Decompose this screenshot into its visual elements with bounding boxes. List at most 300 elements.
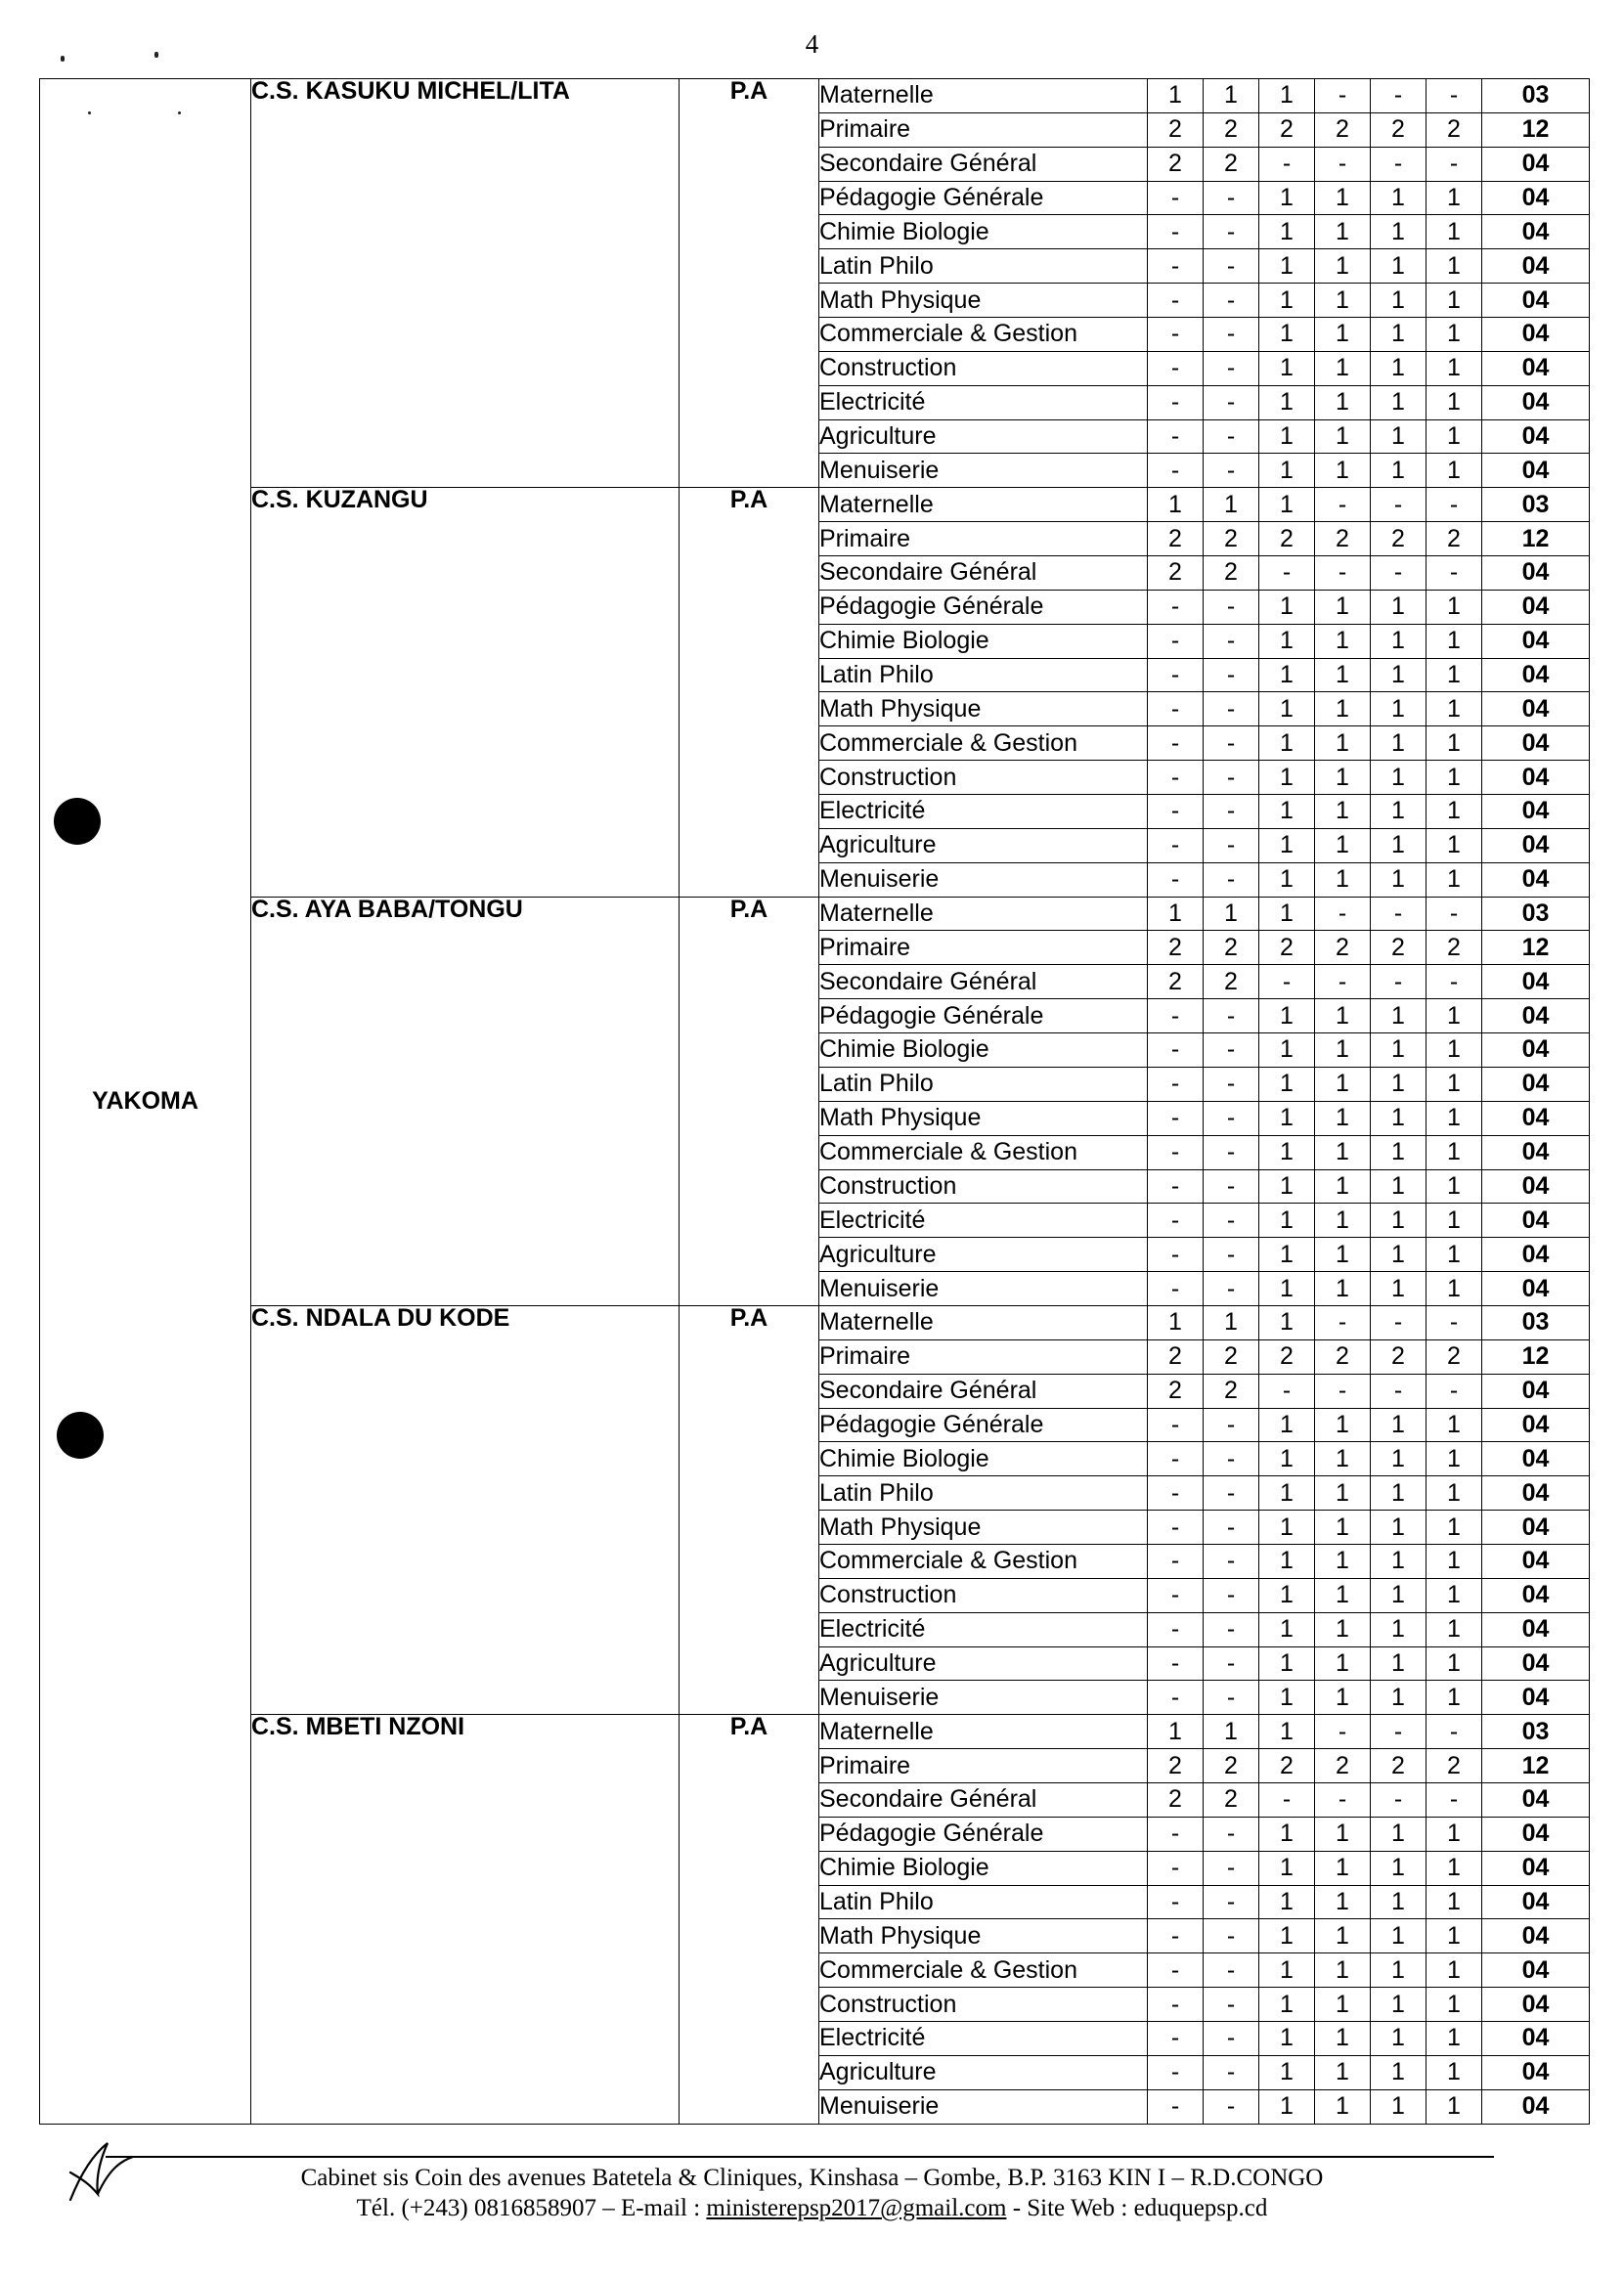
class-count-cell: 1 xyxy=(1426,1101,1482,1135)
class-count-cell: 2 xyxy=(1426,931,1482,965)
row-total: 04 xyxy=(1482,1953,1590,1988)
option-label: Latin Philo xyxy=(819,1885,1148,1919)
class-count-cell: 2 xyxy=(1204,522,1259,556)
option-label: Pédagogie Générale xyxy=(819,181,1148,215)
class-count-cell: - xyxy=(1148,351,1204,385)
option-label: Construction xyxy=(819,1988,1148,2022)
class-count-cell: 1 xyxy=(1259,1476,1315,1511)
class-count-cell: - xyxy=(1204,1919,1259,1953)
class-count-cell: - xyxy=(1426,79,1482,113)
class-count-cell: 2 xyxy=(1371,522,1426,556)
class-count-cell: 2 xyxy=(1371,931,1426,965)
row-total: 04 xyxy=(1482,658,1590,692)
row-total: 04 xyxy=(1482,1885,1590,1919)
class-count-cell: 1 xyxy=(1426,624,1482,658)
footer-email-link[interactable]: ministerepsp2017@gmail.com xyxy=(706,2195,1007,2221)
class-count-cell: 1 xyxy=(1315,1578,1371,1612)
class-count-cell: 1 xyxy=(1259,1715,1315,1749)
class-count-cell: - xyxy=(1315,79,1371,113)
class-count-cell: - xyxy=(1315,1374,1371,1408)
class-count-cell: 1 xyxy=(1426,385,1482,419)
class-count-cell: 1 xyxy=(1315,1646,1371,1681)
class-count-cell: 1 xyxy=(1371,351,1426,385)
class-count-cell: - xyxy=(1204,1511,1259,1545)
class-count-cell: - xyxy=(1371,79,1426,113)
class-count-cell: 1 xyxy=(1315,1442,1371,1476)
class-count-cell: 1 xyxy=(1426,1885,1482,1919)
page-number: 4 xyxy=(805,29,819,59)
class-count-cell: 2 xyxy=(1315,522,1371,556)
table-row xyxy=(40,1715,1590,1749)
table-body xyxy=(40,79,1590,2125)
option-label: Chimie Biologie xyxy=(819,1442,1148,1476)
class-count-cell: - xyxy=(1315,488,1371,522)
class-count-cell: - xyxy=(1204,1817,1259,1851)
row-total: 04 xyxy=(1482,556,1590,591)
class-count-cell: 1 xyxy=(1259,1033,1315,1068)
class-count-cell: 2 xyxy=(1148,1749,1204,1783)
option-label: Construction xyxy=(819,351,1148,385)
class-count-cell: 1 xyxy=(1371,284,1426,318)
row-total: 04 xyxy=(1482,590,1590,624)
row-total: 04 xyxy=(1482,249,1590,284)
class-count-cell: - xyxy=(1204,726,1259,761)
class-count-cell: 1 xyxy=(1315,181,1371,215)
class-count-cell: 2 xyxy=(1148,556,1204,591)
row-total: 04 xyxy=(1482,1204,1590,1238)
class-count-cell: - xyxy=(1148,385,1204,419)
row-total: 04 xyxy=(1482,828,1590,862)
class-count-cell: 2 xyxy=(1315,112,1371,147)
option-label: Electricité xyxy=(819,2021,1148,2055)
option-label: Chimie Biologie xyxy=(819,624,1148,658)
class-count-cell: 2 xyxy=(1204,556,1259,591)
class-count-cell: - xyxy=(1148,284,1204,318)
class-count-cell: 1 xyxy=(1315,249,1371,284)
class-count-cell: - xyxy=(1148,692,1204,726)
row-total: 12 xyxy=(1482,1339,1590,1374)
class-count-cell: 1 xyxy=(1315,385,1371,419)
option-label: Chimie Biologie xyxy=(819,1851,1148,1885)
class-count-cell: 1 xyxy=(1259,215,1315,249)
class-count-cell: 1 xyxy=(1371,1033,1426,1068)
class-count-cell: 1 xyxy=(1371,1204,1426,1238)
class-count-cell: - xyxy=(1148,1272,1204,1306)
school-type: P.A xyxy=(680,79,819,488)
class-count-cell: - xyxy=(1148,1511,1204,1545)
class-count-cell: - xyxy=(1204,1851,1259,1885)
class-count-cell: 1 xyxy=(1371,1612,1426,1646)
class-count-cell: 2 xyxy=(1148,522,1204,556)
option-label: Construction xyxy=(819,1578,1148,1612)
class-count-cell: 1 xyxy=(1371,1238,1426,1272)
class-count-cell: - xyxy=(1148,1033,1204,1068)
class-count-cell: - xyxy=(1259,1374,1315,1408)
option-label: Agriculture xyxy=(819,419,1148,454)
row-total: 04 xyxy=(1482,1511,1590,1545)
class-count-cell: - xyxy=(1204,1101,1259,1135)
class-count-cell: 2 xyxy=(1204,1749,1259,1783)
class-count-cell: 1 xyxy=(1426,999,1482,1033)
class-count-cell: - xyxy=(1204,795,1259,829)
option-label: Pédagogie Générale xyxy=(819,590,1148,624)
class-count-cell: 1 xyxy=(1426,2089,1482,2124)
class-count-cell: - xyxy=(1148,1578,1204,1612)
class-count-cell: 1 xyxy=(1315,862,1371,897)
class-count-cell: 1 xyxy=(1426,828,1482,862)
option-label: Maternelle xyxy=(819,79,1148,113)
class-count-cell: - xyxy=(1371,1305,1426,1339)
class-count-cell: 1 xyxy=(1259,828,1315,862)
option-label: Math Physique xyxy=(819,692,1148,726)
footer-site: eduquepsp.cd xyxy=(1133,2195,1268,2221)
class-count-cell: - xyxy=(1148,795,1204,829)
class-count-cell: - xyxy=(1204,1442,1259,1476)
class-count-cell: 1 xyxy=(1259,692,1315,726)
class-count-cell: 1 xyxy=(1259,1919,1315,1953)
class-count-cell: 1 xyxy=(1259,761,1315,795)
row-total: 04 xyxy=(1482,351,1590,385)
row-total: 04 xyxy=(1482,1135,1590,1169)
class-count-cell: 1 xyxy=(1315,351,1371,385)
class-count-cell: 1 xyxy=(1315,828,1371,862)
class-count-cell: - xyxy=(1315,1782,1371,1817)
class-count-cell: 1 xyxy=(1259,1169,1315,1204)
class-count-cell: - xyxy=(1371,965,1426,999)
option-label: Math Physique xyxy=(819,1101,1148,1135)
row-total: 03 xyxy=(1482,1715,1590,1749)
class-count-cell: 1 xyxy=(1426,1033,1482,1068)
row-total: 12 xyxy=(1482,522,1590,556)
option-label: Latin Philo xyxy=(819,1067,1148,1101)
class-count-cell: 1 xyxy=(1315,1169,1371,1204)
class-count-cell: 1 xyxy=(1315,1817,1371,1851)
class-count-cell: 1 xyxy=(1371,1646,1426,1681)
class-count-cell: - xyxy=(1204,2055,1259,2089)
class-count-cell: - xyxy=(1148,215,1204,249)
class-count-cell: 1 xyxy=(1315,1272,1371,1306)
class-count-cell: 1 xyxy=(1315,1612,1371,1646)
option-label: Primaire xyxy=(819,1339,1148,1374)
class-count-cell: 2 xyxy=(1148,112,1204,147)
class-count-cell: - xyxy=(1371,897,1426,931)
class-count-cell: 1 xyxy=(1315,284,1371,318)
option-label: Electricité xyxy=(819,385,1148,419)
class-count-cell: 1 xyxy=(1148,79,1204,113)
row-total: 12 xyxy=(1482,112,1590,147)
option-label: Commerciale & Gestion xyxy=(819,1135,1148,1169)
class-count-cell: 1 xyxy=(1371,1101,1426,1135)
zone-name: YAKOMA xyxy=(40,79,251,2125)
schools-table xyxy=(39,78,1590,2125)
class-count-cell: 1 xyxy=(1371,181,1426,215)
class-count-cell: 1 xyxy=(1426,2055,1482,2089)
school-name: C.S. KUZANGU xyxy=(251,488,680,897)
class-count-cell: 1 xyxy=(1259,1511,1315,1545)
row-total: 04 xyxy=(1482,726,1590,761)
class-count-cell: 2 xyxy=(1371,1749,1426,1783)
class-count-cell: 2 xyxy=(1148,1374,1204,1408)
row-total: 12 xyxy=(1482,1749,1590,1783)
class-count-cell: 2 xyxy=(1148,1339,1204,1374)
class-count-cell: - xyxy=(1204,2021,1259,2055)
class-count-cell: - xyxy=(1315,147,1371,181)
school-type: P.A xyxy=(680,1715,819,2125)
class-count-cell: - xyxy=(1426,897,1482,931)
class-count-cell: 1 xyxy=(1426,284,1482,318)
class-count-cell: 1 xyxy=(1259,249,1315,284)
class-count-cell: 1 xyxy=(1371,215,1426,249)
class-count-cell: - xyxy=(1204,1408,1259,1442)
class-count-cell: 1 xyxy=(1371,1953,1426,1988)
class-count-cell: 1 xyxy=(1259,318,1315,352)
class-count-cell: 1 xyxy=(1259,862,1315,897)
class-count-cell: - xyxy=(1371,556,1426,591)
row-total: 04 xyxy=(1482,318,1590,352)
class-count-cell: 1 xyxy=(1371,1442,1426,1476)
class-count-cell: - xyxy=(1204,181,1259,215)
class-count-cell: 1 xyxy=(1371,249,1426,284)
option-label: Menuiserie xyxy=(819,1272,1148,1306)
class-count-cell: - xyxy=(1315,556,1371,591)
row-total: 04 xyxy=(1482,795,1590,829)
option-label: Latin Philo xyxy=(819,249,1148,284)
class-count-cell: 1 xyxy=(1315,454,1371,488)
row-total: 04 xyxy=(1482,1988,1590,2022)
option-label: Commerciale & Gestion xyxy=(819,726,1148,761)
class-count-cell: - xyxy=(1148,2089,1204,2124)
class-count-cell: - xyxy=(1204,590,1259,624)
class-count-cell: 1 xyxy=(1259,1101,1315,1135)
class-count-cell: - xyxy=(1204,419,1259,454)
option-label: Math Physique xyxy=(819,284,1148,318)
school-name: C.S. NDALA DU KODE xyxy=(251,1305,680,1714)
class-count-cell: - xyxy=(1148,1851,1204,1885)
class-count-cell: - xyxy=(1148,1476,1204,1511)
class-count-cell: 1 xyxy=(1371,999,1426,1033)
class-count-cell: 1 xyxy=(1371,1272,1426,1306)
option-label: Math Physique xyxy=(819,1919,1148,1953)
row-total: 04 xyxy=(1482,1578,1590,1612)
class-count-cell: 1 xyxy=(1315,215,1371,249)
row-total: 04 xyxy=(1482,385,1590,419)
class-count-cell: 1 xyxy=(1259,1238,1315,1272)
class-count-cell: - xyxy=(1259,556,1315,591)
row-total: 03 xyxy=(1482,897,1590,931)
class-count-cell: 1 xyxy=(1426,1953,1482,1988)
class-count-cell: 2 xyxy=(1148,147,1204,181)
class-count-cell: - xyxy=(1148,862,1204,897)
class-count-cell: 1 xyxy=(1259,1988,1315,2022)
class-count-cell: 2 xyxy=(1204,1374,1259,1408)
class-count-cell: - xyxy=(1371,147,1426,181)
class-count-cell: 1 xyxy=(1426,419,1482,454)
footer-site-label: - Site Web : xyxy=(1006,2195,1134,2221)
class-count-cell: 1 xyxy=(1259,999,1315,1033)
class-count-cell: 1 xyxy=(1426,1681,1482,1715)
class-count-cell: 1 xyxy=(1371,692,1426,726)
class-count-cell: 1 xyxy=(1259,795,1315,829)
class-count-cell: 1 xyxy=(1259,1817,1315,1851)
class-count-cell: 2 xyxy=(1148,1782,1204,1817)
class-count-cell: 1 xyxy=(1426,1851,1482,1885)
class-count-cell: 1 xyxy=(1259,658,1315,692)
class-count-cell: 1 xyxy=(1204,1305,1259,1339)
row-total: 04 xyxy=(1482,1101,1590,1135)
class-count-cell: - xyxy=(1204,1204,1259,1238)
class-count-cell: - xyxy=(1371,1715,1426,1749)
class-count-cell: 2 xyxy=(1259,1339,1315,1374)
class-count-cell: 1 xyxy=(1426,692,1482,726)
class-count-cell: 1 xyxy=(1315,1511,1371,1545)
class-count-cell: 1 xyxy=(1371,2021,1426,2055)
option-label: Agriculture xyxy=(819,2055,1148,2089)
school-type: P.A xyxy=(680,1305,819,1714)
class-count-cell: 1 xyxy=(1426,1919,1482,1953)
class-count-cell: 1 xyxy=(1371,2055,1426,2089)
class-count-cell: - xyxy=(1148,1817,1204,1851)
class-count-cell: - xyxy=(1204,1135,1259,1169)
class-count-cell: 1 xyxy=(1259,1067,1315,1101)
class-count-cell: 1 xyxy=(1426,1511,1482,1545)
class-count-cell: 1 xyxy=(1259,385,1315,419)
class-count-cell: 1 xyxy=(1315,1476,1371,1511)
class-count-cell: 1 xyxy=(1371,1408,1426,1442)
class-count-cell: 1 xyxy=(1371,590,1426,624)
class-count-cell: - xyxy=(1148,761,1204,795)
class-count-cell: 1 xyxy=(1315,419,1371,454)
class-count-cell: 1 xyxy=(1315,1101,1371,1135)
row-total: 04 xyxy=(1482,2021,1590,2055)
class-count-cell: 2 xyxy=(1148,931,1204,965)
class-count-cell: 1 xyxy=(1315,1067,1371,1101)
class-count-cell: 1 xyxy=(1426,215,1482,249)
class-count-cell: 1 xyxy=(1259,181,1315,215)
class-count-cell: 1 xyxy=(1371,318,1426,352)
class-count-cell: - xyxy=(1204,1885,1259,1919)
option-label: Menuiserie xyxy=(819,862,1148,897)
class-count-cell: 1 xyxy=(1259,726,1315,761)
class-count-cell: 1 xyxy=(1204,79,1259,113)
class-count-cell: 2 xyxy=(1259,112,1315,147)
class-count-cell: 1 xyxy=(1315,1544,1371,1578)
option-label: Pédagogie Générale xyxy=(819,1817,1148,1851)
class-count-cell: - xyxy=(1204,215,1259,249)
class-count-cell: 1 xyxy=(1259,897,1315,931)
class-count-cell: - xyxy=(1426,1374,1482,1408)
class-count-cell: 1 xyxy=(1315,590,1371,624)
table-row xyxy=(40,1305,1590,1339)
row-total: 04 xyxy=(1482,965,1590,999)
class-count-cell: - xyxy=(1204,1681,1259,1715)
class-count-cell: 1 xyxy=(1426,351,1482,385)
class-count-cell: 2 xyxy=(1371,1339,1426,1374)
class-count-cell: 1 xyxy=(1259,1442,1315,1476)
class-count-cell: 1 xyxy=(1315,1204,1371,1238)
class-count-cell: 1 xyxy=(1426,181,1482,215)
class-count-cell: 2 xyxy=(1426,112,1482,147)
class-count-cell: - xyxy=(1315,1715,1371,1749)
school-name: C.S. MBETI NZONI xyxy=(251,1715,680,2125)
class-count-cell: - xyxy=(1426,1305,1482,1339)
class-count-cell: - xyxy=(1204,454,1259,488)
class-count-cell: 1 xyxy=(1259,1953,1315,1988)
class-count-cell: 1 xyxy=(1148,1305,1204,1339)
class-count-cell: 1 xyxy=(1259,1272,1315,1306)
row-total: 03 xyxy=(1482,488,1590,522)
class-count-cell: - xyxy=(1148,1646,1204,1681)
class-count-cell: - xyxy=(1148,181,1204,215)
class-count-cell: - xyxy=(1259,965,1315,999)
option-label: Secondaire Général xyxy=(819,556,1148,591)
row-total: 04 xyxy=(1482,1442,1590,1476)
row-total: 04 xyxy=(1482,147,1590,181)
row-total: 04 xyxy=(1482,284,1590,318)
class-count-cell: 1 xyxy=(1371,1544,1426,1578)
class-count-cell: 1 xyxy=(1426,726,1482,761)
row-total: 04 xyxy=(1482,624,1590,658)
scan-speck xyxy=(154,52,158,58)
school-name: C.S. KASUKU MICHEL/LITA xyxy=(251,79,680,488)
row-total: 04 xyxy=(1482,1646,1590,1681)
class-count-cell: 1 xyxy=(1426,1817,1482,1851)
class-count-cell: 1 xyxy=(1426,1544,1482,1578)
class-count-cell: - xyxy=(1148,1442,1204,1476)
option-label: Math Physique xyxy=(819,1511,1148,1545)
class-count-cell: 1 xyxy=(1371,828,1426,862)
class-count-cell: 1 xyxy=(1259,1646,1315,1681)
class-count-cell: - xyxy=(1148,1544,1204,1578)
option-label: Construction xyxy=(819,1169,1148,1204)
class-count-cell: 1 xyxy=(1371,1885,1426,1919)
class-count-cell: - xyxy=(1204,1169,1259,1204)
class-count-cell: 2 xyxy=(1259,931,1315,965)
class-count-cell: - xyxy=(1204,862,1259,897)
school-type: P.A xyxy=(680,897,819,1305)
option-label: Primaire xyxy=(819,522,1148,556)
class-count-cell: - xyxy=(1204,284,1259,318)
class-count-cell: 2 xyxy=(1204,112,1259,147)
class-count-cell: 2 xyxy=(1259,522,1315,556)
class-count-cell: 2 xyxy=(1315,1749,1371,1783)
class-count-cell: 2 xyxy=(1426,1339,1482,1374)
class-count-cell: 1 xyxy=(1371,1851,1426,1885)
class-count-cell: - xyxy=(1204,692,1259,726)
option-label: Agriculture xyxy=(819,828,1148,862)
class-count-cell: - xyxy=(1315,897,1371,931)
class-count-cell: 1 xyxy=(1259,1578,1315,1612)
class-count-cell: 1 xyxy=(1426,862,1482,897)
class-count-cell: 1 xyxy=(1426,590,1482,624)
class-count-cell: - xyxy=(1204,385,1259,419)
class-count-cell: 2 xyxy=(1204,147,1259,181)
row-total: 04 xyxy=(1482,692,1590,726)
row-total: 04 xyxy=(1482,1544,1590,1578)
class-count-cell: - xyxy=(1259,1782,1315,1817)
class-count-cell: 1 xyxy=(1259,2055,1315,2089)
class-count-cell: 1 xyxy=(1426,1612,1482,1646)
class-count-cell: - xyxy=(1148,1101,1204,1135)
class-count-cell: 1 xyxy=(1426,1238,1482,1272)
class-count-cell: 1 xyxy=(1259,79,1315,113)
class-count-cell: 1 xyxy=(1371,1067,1426,1101)
class-count-cell: 1 xyxy=(1259,351,1315,385)
row-total: 04 xyxy=(1482,1681,1590,1715)
footer-rule xyxy=(106,2156,1494,2158)
option-label: Electricité xyxy=(819,795,1148,829)
class-count-cell: 1 xyxy=(1371,1511,1426,1545)
row-total: 04 xyxy=(1482,1238,1590,1272)
